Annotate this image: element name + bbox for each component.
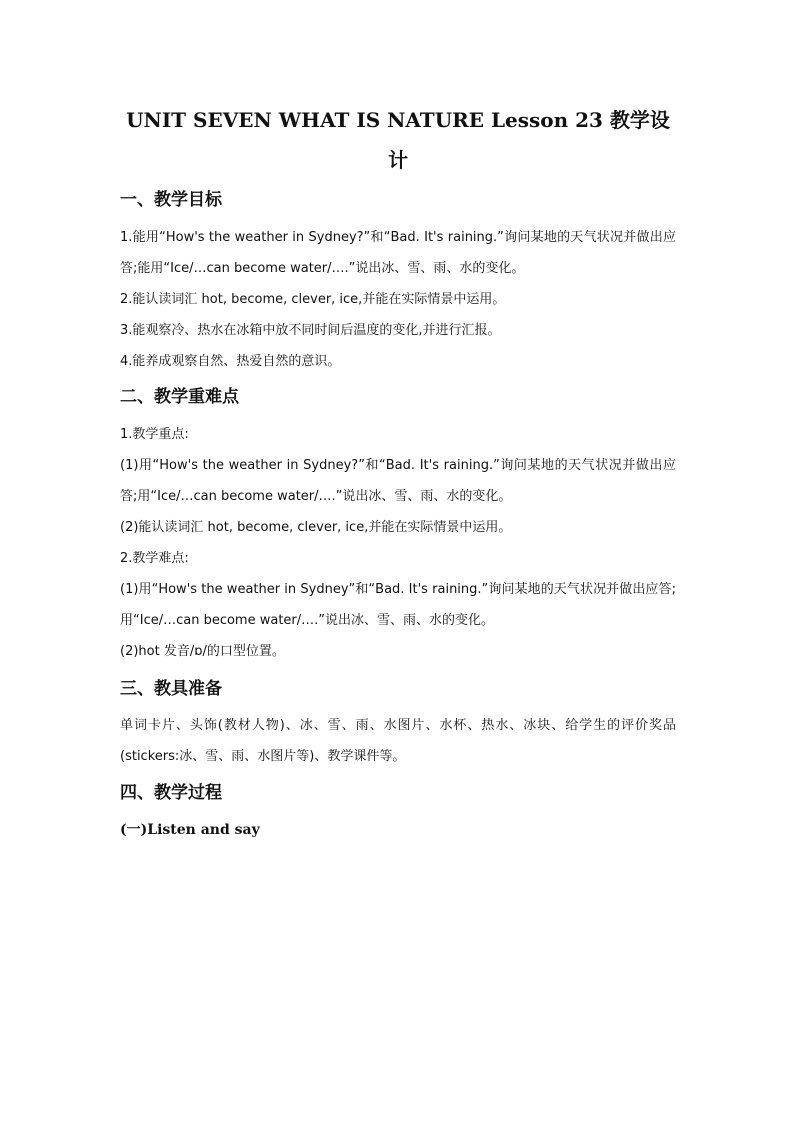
subheading: (一)Listen and say (120, 822, 260, 838)
paragraph: (1)用“How's the weather in Sydney”和“Bad. It's raining.”询问某地的天气状况并做出应答;用“Ice/…can become water/….”说出冰、雪、雨、水的变化。 (120, 582, 676, 628)
section-objectives (120, 188, 676, 212)
paragraph: 2.教学难点: (120, 551, 189, 566)
paragraph: (2)能认读词汇 hot, become, clever, ice,并能在实际情景中运用。 (120, 520, 512, 535)
section-objectives-body (120, 222, 676, 377)
section-heading: 四、教学过程 (120, 783, 222, 803)
paragraph: 1.教学重点: (120, 427, 189, 442)
document-title: UNIT SEVEN WHAT IS NATURE Lesson 23 教学设计 (126, 108, 670, 172)
section-process (120, 781, 676, 805)
section-key-points-body (120, 419, 676, 667)
paragraph: (2)hot 发音/ɒ/的口型位置。 (120, 644, 285, 659)
section-key-points (120, 385, 676, 409)
paragraph: 4.能养成观察自然、热爱自然的意识。 (120, 354, 341, 369)
paragraph: (1)用“How's the weather in Sydney?”和“Bad. It's raining.”询问某地的天气状况并做出应答;用“Ice/…can become water/….”说出冰、雪、雨、水的变化。 (120, 458, 676, 504)
section-heading: 三、教具准备 (120, 679, 222, 699)
paragraph: 1.能用“How's the weather in Sydney?”和“Bad. It's raining.”询问某地的天气状况并做出应答;能用“Ice/…can become water/….”说出冰、雪、雨、水的变化。 (120, 230, 676, 276)
section-materials (120, 677, 676, 701)
paragraph: 2.能认读词汇 hot, become, clever, ice,并能在实际情景中运用。 (120, 292, 506, 307)
section-process-body (120, 818, 676, 842)
paragraph: 3.能观察冷、热水在冰箱中放不同时间后温度的变化,并进行汇报。 (120, 323, 501, 338)
section-materials-body (120, 710, 676, 772)
paragraph: 单词卡片、头饰(教材人物)、冰、雪、雨、水图片、水杯、热水、冰块、给学生的评价奖品(stickers:冰、雪、雨、水图片等)、教学课件等。 (120, 718, 676, 764)
section-heading: 二、教学重难点 (120, 387, 239, 407)
section-heading: 一、教学目标 (120, 190, 222, 210)
